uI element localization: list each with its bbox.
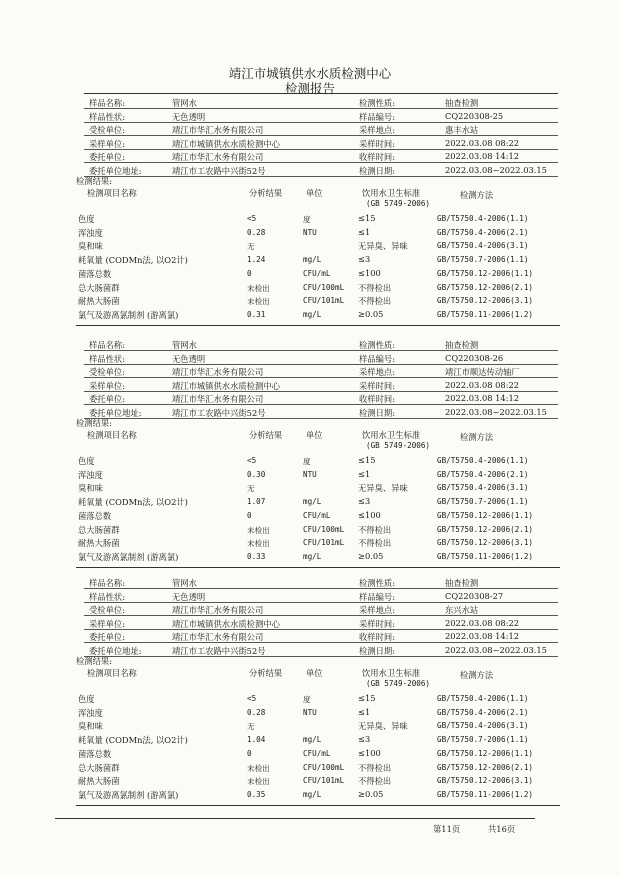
sampling-site-value: 靖江市顺达传动轴厂 bbox=[445, 367, 520, 377]
item-method: GB/T5750.4-2006(2.1) bbox=[437, 227, 529, 237]
item-method: GB/T5750.4-2006(2.1) bbox=[437, 707, 529, 717]
sampling-unit-label: 采样单位: bbox=[89, 138, 125, 149]
sample-state-label: 样品性状: bbox=[89, 591, 125, 602]
item-unit: 度 bbox=[303, 215, 311, 224]
test-date-value: 2022.03.08~2022.03.15 bbox=[445, 406, 547, 417]
info-row-rule bbox=[84, 642, 558, 643]
client-address-value: 靖江市工农路中兴街52号 bbox=[172, 645, 266, 656]
item-standard: ≤100 bbox=[358, 509, 381, 520]
info-row-rule bbox=[84, 602, 558, 603]
item-unit: CFU/101mL bbox=[303, 296, 345, 306]
inspected-unit-label: 受检单位: bbox=[89, 125, 125, 135]
inspected-unit-label: 受检单位: bbox=[89, 605, 125, 615]
sampling-unit-label: 采样单位: bbox=[89, 380, 125, 391]
client-unit-label: 委托单位: bbox=[89, 394, 125, 404]
item-standard: ≤1 bbox=[358, 226, 371, 237]
sampling-site-value: 惠丰水站 bbox=[445, 125, 479, 135]
item-method: GB/T5750.4-2006(3.1) bbox=[437, 721, 529, 731]
item-method: GB/T5750.11-2006(1.2) bbox=[437, 551, 534, 561]
col-item-header: 检测项目名称 bbox=[87, 668, 137, 678]
col-result-header: 分析结果 bbox=[249, 188, 283, 198]
item-method: GB/T5750.4-2006(1.1) bbox=[437, 214, 529, 223]
item-name: 浑浊度 bbox=[78, 469, 103, 480]
sample-no-label: 样品编号: bbox=[359, 591, 395, 602]
item-standard: 不得检出 bbox=[358, 282, 392, 293]
inspection-nature-value: 抽查检测 bbox=[445, 340, 479, 350]
results-label: 检测结果: bbox=[76, 176, 112, 186]
item-unit: CFU/mL bbox=[303, 268, 331, 278]
page-number: 第11页 bbox=[433, 824, 461, 834]
item-method: GB/T5750.4-2006(3.1) bbox=[437, 241, 529, 251]
item-unit: NTU bbox=[303, 707, 317, 717]
item-result: 0.33 bbox=[247, 551, 266, 561]
item-result: 未检出 bbox=[247, 525, 270, 535]
sampling-time-label: 采样时间: bbox=[359, 380, 395, 391]
item-method: GB/T5750.12-2006(3.1) bbox=[437, 296, 534, 306]
item-result: 0 bbox=[247, 268, 252, 278]
item-name: 氯气及游离氯制剂 (游离氯) bbox=[78, 309, 179, 320]
item-standard: ≤3 bbox=[358, 496, 371, 507]
item-method: GB/T5750.12-2006(1.1) bbox=[437, 748, 534, 758]
item-result: 未检出 bbox=[247, 763, 270, 773]
inspected-unit-value: 靖江市华汇水务有限公司 bbox=[172, 125, 264, 135]
info-row-rule bbox=[84, 350, 558, 351]
info-row-rule bbox=[84, 162, 558, 163]
client-unit-value: 靖江市华汇水务有限公司 bbox=[172, 632, 264, 642]
col-method-header: 检测方法 bbox=[460, 432, 494, 442]
page-total: 共16页 bbox=[488, 824, 516, 834]
test-date-label: 检测日期: bbox=[359, 407, 395, 418]
sample-no-label: 样品编号: bbox=[359, 353, 395, 364]
test-date-label: 检测日期: bbox=[359, 645, 395, 656]
item-unit: mg/L bbox=[303, 551, 322, 561]
item-result: 无 bbox=[247, 242, 255, 252]
inspection-nature-value: 抽查检测 bbox=[445, 578, 479, 588]
item-unit: NTU bbox=[303, 227, 317, 237]
sample-name-label: 样品名称: bbox=[89, 578, 125, 588]
sample-state-value: 无色透明 bbox=[172, 353, 206, 364]
info-row-rule bbox=[84, 377, 558, 378]
item-name: 臭和味 bbox=[78, 241, 103, 252]
sampling-time-value: 2022.03.08 08:22 bbox=[445, 617, 520, 628]
item-result: 未检出 bbox=[247, 283, 270, 293]
footer-rule bbox=[55, 818, 535, 819]
col-method-header: 检测方法 bbox=[460, 670, 494, 680]
item-result: 0 bbox=[247, 748, 252, 758]
item-result: 0.30 bbox=[247, 469, 266, 479]
item-method: GB/T5750.4-2006(1.1) bbox=[437, 456, 529, 465]
sampling-unit-value: 靖江市城镇供水水质检测中心 bbox=[172, 380, 280, 391]
inspected-unit-label: 受检单位: bbox=[89, 367, 125, 377]
item-result: 0.35 bbox=[247, 789, 266, 799]
item-name: 耐热大肠菌 bbox=[78, 776, 120, 787]
item-result: <5 bbox=[247, 456, 257, 465]
item-unit: CFU/100mL bbox=[303, 762, 345, 772]
sample-name-value: 管网水 bbox=[172, 578, 197, 588]
item-standard: 不得检出 bbox=[358, 762, 392, 773]
inspected-unit-value: 靖江市华汇水务有限公司 bbox=[172, 367, 264, 377]
item-result: 0.31 bbox=[247, 309, 266, 319]
item-name: 氯气及游离氯制剂 (游离氯) bbox=[78, 551, 179, 562]
item-method: GB/T5750.4-2006(1.1) bbox=[437, 694, 529, 703]
item-name: 色度 bbox=[78, 456, 95, 466]
sampling-time-value: 2022.03.08 08:22 bbox=[445, 379, 520, 390]
item-method: GB/T5750.12-2006(3.1) bbox=[437, 776, 534, 786]
item-unit: mg/L bbox=[303, 309, 322, 319]
item-unit: CFU/101mL bbox=[303, 776, 345, 786]
item-standard: 无异臭、异味 bbox=[358, 721, 408, 732]
item-standard: ≥0.05 bbox=[358, 308, 384, 319]
sampling-site-label: 采样地点: bbox=[359, 367, 395, 377]
client-address-value: 靖江市工农路中兴街52号 bbox=[172, 165, 266, 176]
item-standard: 不得检出 bbox=[358, 524, 392, 535]
item-method: GB/T5750.12-2006(2.1) bbox=[437, 524, 534, 534]
item-standard: 无异臭、异味 bbox=[358, 241, 408, 252]
item-standard: ≤15 bbox=[358, 455, 376, 465]
item-method: GB/T5750.12-2006(2.1) bbox=[437, 762, 534, 772]
info-row-rule bbox=[84, 391, 558, 392]
item-unit: mg/L bbox=[303, 735, 322, 745]
item-unit: 度 bbox=[303, 457, 311, 466]
item-result: 无 bbox=[247, 722, 255, 732]
item-unit: mg/L bbox=[303, 789, 322, 799]
item-result: 1.24 bbox=[247, 255, 266, 265]
item-method: GB/T5750.12-2006(1.1) bbox=[437, 268, 534, 278]
item-name: 臭和味 bbox=[78, 721, 103, 732]
header-rule bbox=[84, 93, 558, 94]
info-row-rule bbox=[84, 122, 558, 123]
client-unit-label: 委托单位: bbox=[89, 152, 125, 162]
col-std-code: (GB 5749-2006) bbox=[366, 199, 431, 208]
item-method: GB/T5750.7-2006(1.1) bbox=[437, 255, 529, 265]
sampling-site-label: 采样地点: bbox=[359, 125, 395, 135]
item-standard: 无异臭、异味 bbox=[358, 483, 408, 494]
item-method: GB/T5750.11-2006(1.2) bbox=[437, 309, 534, 319]
receive-time-value: 2022.03.08 14:12 bbox=[445, 151, 520, 161]
receive-time-label: 收样时间: bbox=[359, 394, 395, 404]
sample-no-value: CQ220308-25 bbox=[445, 110, 504, 121]
col-item-header: 检测项目名称 bbox=[87, 430, 137, 440]
col-unit-header: 单位 bbox=[306, 668, 323, 678]
sample-name-label: 样品名称: bbox=[89, 98, 125, 108]
sample-name-value: 管网水 bbox=[172, 98, 197, 108]
col-std-code: (GB 5749-2006) bbox=[366, 441, 431, 450]
client-address-label: 委托单位地址: bbox=[89, 165, 142, 176]
info-row-rule bbox=[84, 364, 558, 365]
info-row-rule bbox=[84, 108, 558, 109]
item-name: 耐热大肠菌 bbox=[78, 296, 120, 307]
sample-state-label: 样品性状: bbox=[89, 111, 125, 122]
client-unit-label: 委托单位: bbox=[89, 632, 125, 642]
item-name: 氯气及游离氯制剂 (游离氯) bbox=[78, 789, 179, 800]
item-method: GB/T5750.4-2006(3.1) bbox=[437, 483, 529, 493]
sampling-site-label: 采样地点: bbox=[359, 605, 395, 615]
sample-no-label: 样品编号: bbox=[359, 111, 395, 122]
col-std-header: 饮用水卫生标准 bbox=[362, 188, 421, 198]
report-subtitle: 检测报告 bbox=[284, 81, 335, 96]
item-method: GB/T5750.12-2006(1.1) bbox=[437, 510, 534, 520]
item-name: 浑浊度 bbox=[78, 707, 103, 718]
col-std-code: (GB 5749-2006) bbox=[366, 679, 431, 688]
item-name: 菌落总数 bbox=[78, 510, 112, 521]
col-unit-header: 单位 bbox=[306, 430, 323, 440]
item-standard: ≤15 bbox=[358, 213, 376, 223]
client-unit-value: 靖江市华汇水务有限公司 bbox=[172, 152, 264, 162]
test-date-value: 2022.03.08~2022.03.15 bbox=[445, 164, 547, 175]
item-standard: ≤1 bbox=[358, 706, 371, 717]
sampling-unit-value: 靖江市城镇供水水质检测中心 bbox=[172, 618, 280, 629]
sampling-site-value: 东兴水站 bbox=[445, 605, 479, 615]
info-row-rule bbox=[84, 629, 558, 630]
sampling-unit-label: 采样单位: bbox=[89, 618, 125, 629]
item-unit: CFU/mL bbox=[303, 748, 331, 758]
item-result: 0 bbox=[247, 510, 252, 520]
item-name: 菌落总数 bbox=[78, 268, 112, 279]
item-unit: CFU/101mL bbox=[303, 538, 345, 548]
col-result-header: 分析结果 bbox=[249, 430, 283, 440]
item-method: GB/T5750.12-2006(3.1) bbox=[437, 538, 534, 548]
inspection-nature-label: 检测性质: bbox=[359, 340, 395, 350]
item-standard: ≤100 bbox=[358, 267, 381, 278]
item-standard: ≤100 bbox=[358, 747, 381, 758]
results-label: 检测结果: bbox=[76, 418, 112, 428]
results-label: 检测结果: bbox=[76, 656, 112, 666]
item-result: <5 bbox=[247, 214, 257, 223]
col-std-header: 饮用水卫生标准 bbox=[362, 430, 421, 440]
table-bottom-rule bbox=[76, 567, 560, 568]
sample-no-value: CQ220308-27 bbox=[445, 590, 504, 601]
item-unit: CFU/100mL bbox=[303, 524, 345, 534]
sampling-time-value: 2022.03.08 08:22 bbox=[445, 137, 520, 148]
col-std-header: 饮用水卫生标准 bbox=[362, 668, 421, 678]
item-name: 臭和味 bbox=[78, 483, 103, 494]
receive-time-value: 2022.03.08 14:12 bbox=[445, 631, 520, 641]
receive-time-label: 收样时间: bbox=[359, 152, 395, 162]
item-standard: ≤3 bbox=[358, 254, 371, 265]
col-result-header: 分析结果 bbox=[249, 668, 283, 678]
item-name: 耗氧量 (CODMn法, 以O2计) bbox=[78, 735, 188, 746]
client-address-label: 委托单位地址: bbox=[89, 645, 142, 656]
inspected-unit-value: 靖江市华汇水务有限公司 bbox=[172, 605, 264, 615]
item-unit: 度 bbox=[303, 695, 311, 704]
test-date-label: 检测日期: bbox=[359, 165, 395, 176]
item-method: GB/T5750.7-2006(1.1) bbox=[437, 497, 529, 507]
report-org-title: 靖江市城镇供水水质检测中心 bbox=[228, 66, 392, 81]
item-method: GB/T5750.7-2006(1.1) bbox=[437, 735, 529, 745]
item-standard: 不得检出 bbox=[358, 776, 392, 787]
item-name: 总大肠菌群 bbox=[78, 282, 120, 293]
item-name: 总大肠菌群 bbox=[78, 762, 120, 773]
info-row-rule bbox=[84, 656, 558, 657]
sample-name-value: 管网水 bbox=[172, 340, 197, 350]
item-name: 耐热大肠菌 bbox=[78, 538, 120, 549]
item-name: 浑浊度 bbox=[78, 227, 103, 238]
sample-name-label: 样品名称: bbox=[89, 340, 125, 350]
test-date-value: 2022.03.08~2022.03.15 bbox=[445, 644, 547, 655]
sample-state-label: 样品性状: bbox=[89, 353, 125, 364]
item-result: 1.07 bbox=[247, 497, 266, 507]
item-unit: NTU bbox=[303, 469, 317, 479]
info-row-rule bbox=[84, 176, 558, 177]
item-result: 无 bbox=[247, 484, 255, 494]
info-row-rule bbox=[84, 135, 558, 136]
item-result: 未检出 bbox=[247, 539, 270, 549]
item-name: 总大肠菌群 bbox=[78, 524, 120, 535]
item-standard: ≥0.05 bbox=[358, 550, 384, 561]
item-standard: ≥0.05 bbox=[358, 788, 384, 799]
sampling-time-label: 采样时间: bbox=[359, 138, 395, 149]
item-name: 耗氧量 (CODMn法, 以O2计) bbox=[78, 255, 188, 266]
item-standard: 不得检出 bbox=[358, 538, 392, 549]
table-bottom-rule bbox=[76, 325, 560, 326]
receive-time-label: 收样时间: bbox=[359, 632, 395, 642]
item-result: 0.28 bbox=[247, 227, 266, 237]
inspection-nature-label: 检测性质: bbox=[359, 98, 395, 108]
col-unit-header: 单位 bbox=[306, 188, 323, 198]
sampling-time-label: 采样时间: bbox=[359, 618, 395, 629]
info-row-rule bbox=[84, 615, 558, 616]
item-method: GB/T5750.4-2006(2.1) bbox=[437, 469, 529, 479]
item-result: 未检出 bbox=[247, 297, 270, 307]
info-row-rule bbox=[84, 404, 558, 405]
item-name: 色度 bbox=[78, 694, 95, 704]
table-bottom-rule bbox=[76, 805, 560, 806]
sample-state-value: 无色透明 bbox=[172, 111, 206, 122]
item-standard: ≤1 bbox=[358, 468, 371, 479]
col-method-header: 检测方法 bbox=[460, 190, 494, 200]
info-row-rule bbox=[84, 588, 558, 589]
item-name: 色度 bbox=[78, 214, 95, 224]
item-method: GB/T5750.11-2006(1.2) bbox=[437, 789, 534, 799]
receive-time-value: 2022.03.08 14:12 bbox=[445, 393, 520, 403]
item-standard: ≤15 bbox=[358, 693, 376, 703]
inspection-nature-value: 抽查检测 bbox=[445, 98, 479, 108]
col-item-header: 检测项目名称 bbox=[87, 188, 137, 198]
item-name: 耗氧量 (CODMn法, 以O2计) bbox=[78, 497, 188, 508]
item-result: 0.28 bbox=[247, 707, 266, 717]
sample-no-value: CQ220308-26 bbox=[445, 352, 504, 363]
item-unit: mg/L bbox=[303, 497, 322, 507]
sampling-unit-value: 靖江市城镇供水水质检测中心 bbox=[172, 138, 280, 149]
item-standard: 不得检出 bbox=[358, 296, 392, 307]
item-unit: mg/L bbox=[303, 255, 322, 265]
item-result: <5 bbox=[247, 694, 257, 703]
sample-state-value: 无色透明 bbox=[172, 591, 206, 602]
client-address-label: 委托单位地址: bbox=[89, 407, 142, 418]
client-unit-value: 靖江市华汇水务有限公司 bbox=[172, 394, 264, 404]
item-unit: CFU/100mL bbox=[303, 282, 345, 292]
client-address-value: 靖江市工农路中兴街52号 bbox=[172, 407, 266, 418]
item-name: 菌落总数 bbox=[78, 748, 112, 759]
item-standard: ≤3 bbox=[358, 734, 371, 745]
item-result: 未检出 bbox=[247, 777, 270, 787]
info-row-rule bbox=[84, 418, 558, 419]
inspection-nature-label: 检测性质: bbox=[359, 578, 395, 588]
item-result: 1.04 bbox=[247, 735, 266, 745]
info-row-rule bbox=[84, 149, 558, 150]
item-unit: CFU/mL bbox=[303, 510, 331, 520]
item-method: GB/T5750.12-2006(2.1) bbox=[437, 282, 534, 292]
